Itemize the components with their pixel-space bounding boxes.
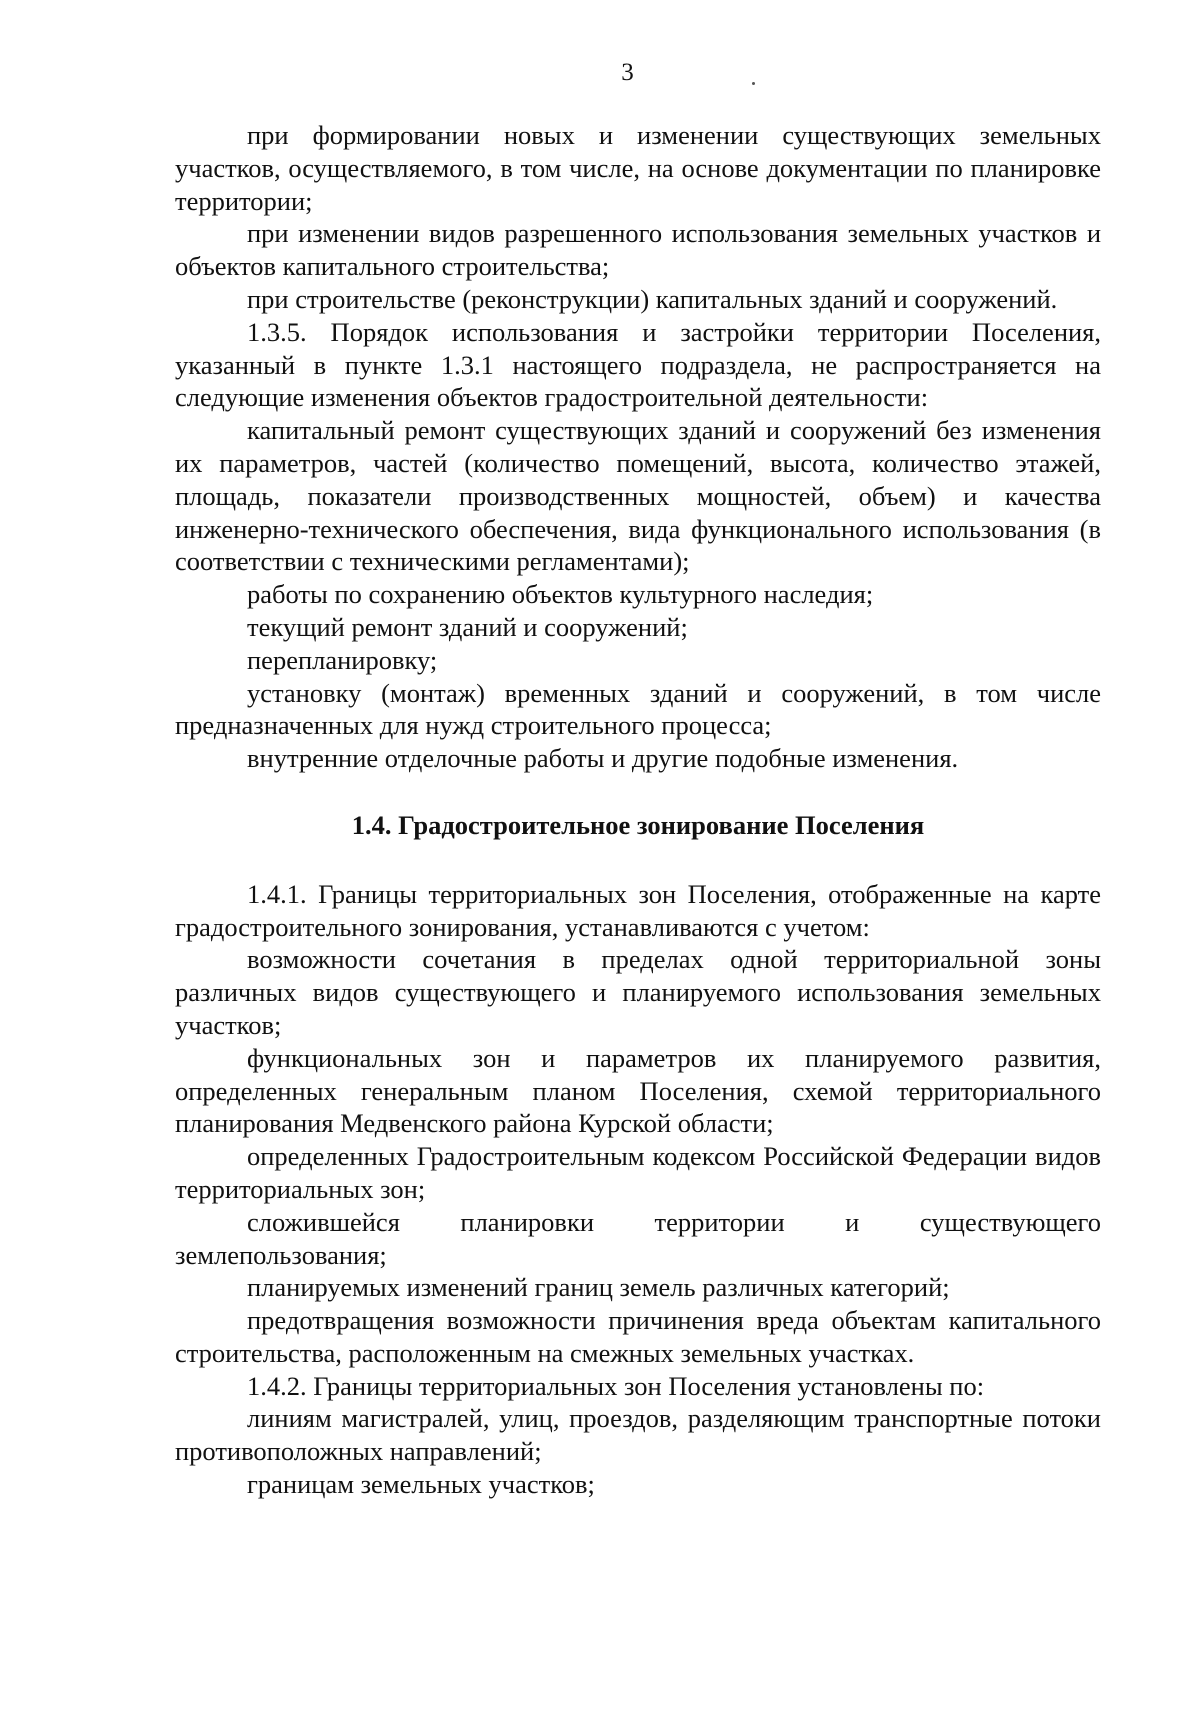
paragraph: планируемых изменений границ земель различных категорий; [247,1272,950,1303]
paragraph: предотвращения возможности причинения вреда объектам капитального строительства, расположенным на смежных земельных участках. [175,1305,1101,1368]
paragraph: при строительстве (реконструкции) капитальных зданий и сооружений. [247,283,1058,314]
paragraph: установку (монтаж) временных зданий и сооружений, в том числе предназначенных для нужд строительного процесса; [175,677,1101,741]
paragraph: функциональных зон и параметров их планируемого развития, определенных генеральным планом Поселения, схемой территориального планирования Медвенского района Курской области; [175,1042,1101,1139]
paragraph: капитальный ремонт существующих зданий и сооружений без изменения их параметров, частей (количество помещений, высота, количество этажей, площадь, показатели производственных мощностей, объем) и качества инженерно-технического обеспечения, вида функционального использования (в соответствии с техническими регламентами); [175,415,1101,577]
scan-speck [752,82,755,85]
paragraph: внутренние отделочные работы и другие подобные изменения. [247,743,959,774]
paragraph: текущий ремонт зданий и сооружений; [247,611,688,642]
paragraph: линиям магистралей, улиц, проездов, разделяющим транспортные потоки противоположных направлений; [175,1403,1101,1467]
paragraph: сложившейся планировки территории и существующего землепользования; [175,1206,1101,1270]
paragraph: границам земельных участков; [247,1469,595,1500]
paragraph: возможности сочетания в пределах одной территориальной зоны различных видов существующего и планируемого использования земельных участков; [175,944,1101,1040]
page-number: 3 [621,59,634,86]
paragraph: работы по сохранению объектов культурного наследия; [247,579,874,610]
paragraph: определенных Градостроительным кодексом Российской Федерации видов территориальных зон; [175,1141,1101,1204]
paragraph: при изменении видов разрешенного использования земельных участков и объектов капитального строительства; [175,218,1101,282]
paragraph: 1.4.1. Границы территориальных зон Поселения, отображенные на карте градостроительного зонирования, устанавливаются с учетом: [175,878,1101,942]
paragraph: 1.3.5. Порядок использования и застройки территории Поселения, указанный в пункте 1.3.1 настоящего подраздела, не распространяется на следующие изменения объектов градостроительной деятельности: [175,316,1101,413]
paragraph: 1.4.2. Границы территориальных зон Поселения установлены по: [247,1370,985,1401]
section-heading: 1.4. Градостроительное зонирование Поселения [351,809,925,840]
paragraph: при формировании новых и изменении существующих земельных участков, осуществляемого, в том числе, на основе документации по планировке территории; [175,120,1101,216]
document-body [175,119,1101,1501]
paragraph: перепланировку; [247,644,438,675]
